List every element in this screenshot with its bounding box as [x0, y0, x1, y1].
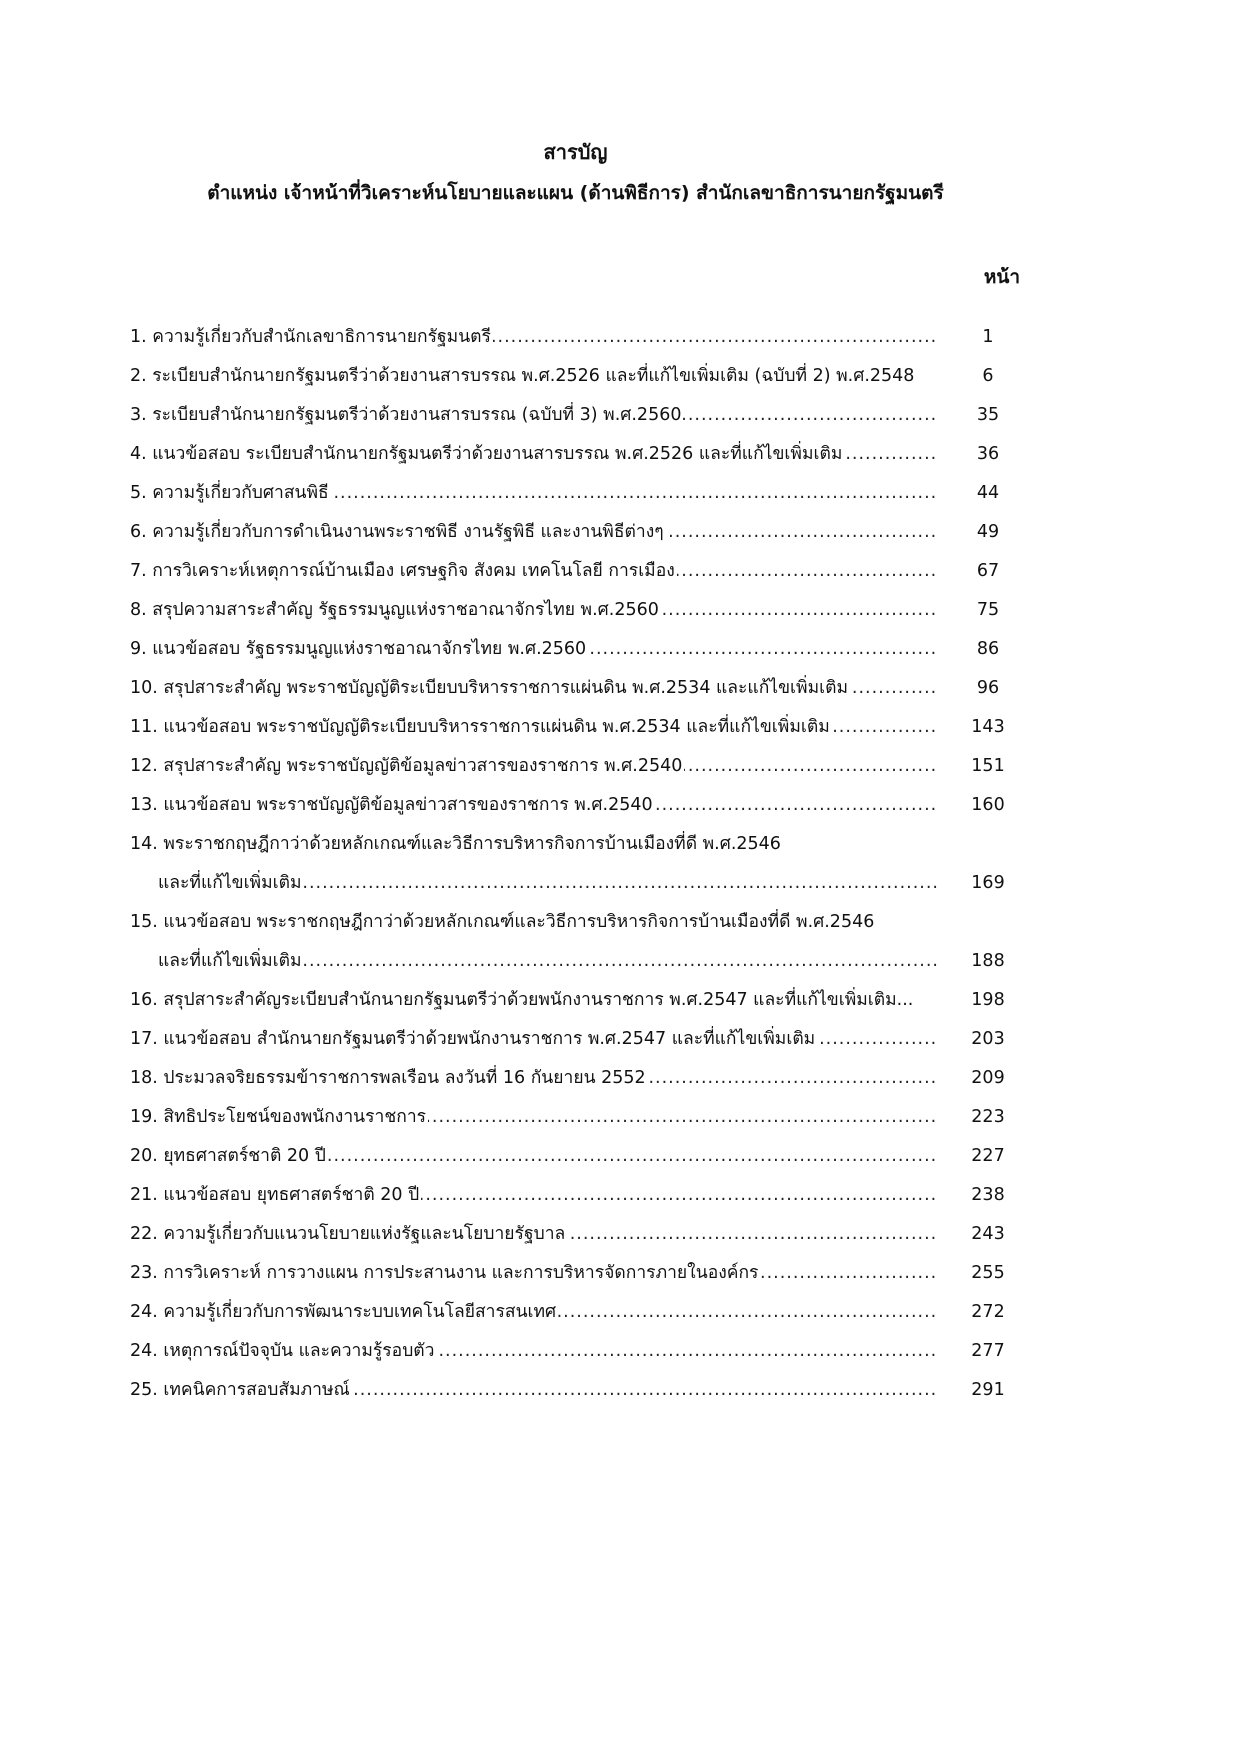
toc-entry-page: 36 [976, 444, 1000, 464]
toc-entry-page: 277 [971, 1341, 1005, 1361]
toc-entry-label-continued: และที่แก้ไขเพิ่มเติม [158, 873, 302, 893]
toc-entry [130, 1059, 1030, 1098]
toc-entry-page: 243 [971, 1224, 1005, 1244]
toc-entry-label: 9. แนวข้อสอบ รัฐธรรมนูญแห่งราชอาณาจักรไทย พ.ศ.2560 [130, 639, 587, 659]
toc-entry [130, 981, 1030, 1020]
toc-entry-continuation [130, 942, 1030, 981]
toc-entry [130, 474, 1030, 513]
toc-entry-label: 7. การวิเคราะห์เหตุการณ์บ้านเมือง เศรษฐกิจ สังคม เทคโนโลยี การเมือง [130, 561, 675, 581]
toc-entry-page: 6 [982, 366, 994, 386]
toc-entry-page: 86 [976, 639, 1000, 659]
toc-entry [130, 1020, 1030, 1059]
toc-entry [130, 1293, 1030, 1332]
toc-entry-label: 16. สรุปสาระสำคัญระเบียบสำนักนายกรัฐมนตรีว่าด้วยพนักงานราชการ พ.ศ.2547 และที่แก้ไขเพิ่มเติม... [130, 990, 914, 1010]
page-title: สารบัญ [543, 140, 608, 164]
toc-entry [130, 825, 1030, 864]
toc-entry-continuation [130, 864, 1030, 903]
toc-entry [130, 1137, 1030, 1176]
toc-entry [130, 435, 1030, 474]
toc-entry-label: 25. เทคนิคการสอบสัมภาษณ์ [130, 1380, 350, 1400]
toc-entry [130, 1332, 1030, 1371]
toc-entry-label: 5. ความรู้เกี่ยวกับศาสนพิธี [130, 483, 329, 503]
toc-entry-page: 272 [971, 1302, 1005, 1322]
toc-entry-label: 14. พระราชกฤษฎีกาว่าด้วยหลักเกณฑ์และวิธีการบริหารกิจการบ้านเมืองที่ดี พ.ศ.2546 [130, 834, 781, 854]
toc-entry [130, 903, 1030, 942]
toc-entry-label: 17. แนวข้อสอบ สำนักนายกรัฐมนตรีว่าด้วยพนักงานราชการ พ.ศ.2547 และที่แก้ไขเพิ่มเติม [130, 1029, 816, 1049]
toc-entry-page: 67 [976, 561, 1000, 581]
page-column-header: หน้า [983, 266, 1020, 288]
toc-entry [130, 1098, 1030, 1137]
toc-entry-label: 8. สรุปความสาระสำคัญ รัฐธรรมนูญแห่งราชอาณาจักรไทย พ.ศ.2560 [130, 600, 659, 620]
toc-entry [130, 591, 1030, 630]
toc-entry [130, 318, 1030, 357]
toc-entry-page: 143 [971, 717, 1005, 737]
toc-entry [130, 1215, 1030, 1254]
toc-entry-label: 1. ความรู้เกี่ยวกับสำนักเลขาธิการนายกรัฐมนตรี [130, 327, 491, 347]
toc-entry-page: 188 [971, 951, 1005, 971]
toc-entry [130, 747, 1030, 786]
toc-entry-label: 6. ความรู้เกี่ยวกับการดำเนินงานพระราชพิธี งานรัฐพิธี และงานพิธีต่างๆ [130, 522, 664, 542]
toc-entry-label: 19. สิทธิประโยชน์ของพนักงานราชการ [130, 1107, 427, 1127]
toc-entry-label-continued: และที่แก้ไขเพิ่มเติม [158, 951, 302, 971]
toc-entry-label: 21. แนวข้อสอบ ยุทธศาสตร์ชาติ 20 ปี [130, 1185, 420, 1205]
toc-entry-label: 10. สรุปสาระสำคัญ พระราชบัญญัติระเบียบบริหารราชการแผ่นดิน พ.ศ.2534 และแก้ไขเพิ่มเติม [130, 678, 848, 698]
toc-entry-page: 238 [971, 1185, 1005, 1205]
toc-entry-page: 227 [971, 1146, 1005, 1166]
toc-entry [130, 630, 1030, 669]
toc-entry [130, 786, 1030, 825]
toc-entry-label: 24. ความรู้เกี่ยวกับการพัฒนาระบบเทคโนโลยีสารสนเทศ [130, 1302, 557, 1322]
toc-entry-label: 18. ประมวลจริยธรรมข้าราชการพลเรือน ลงวันที่ 16 กันยายน 2552 [130, 1068, 646, 1088]
toc-entry-label: 23. การวิเคราะห์ การวางแผน การประสานงาน และการบริหารจัดการภายในองค์กร [130, 1263, 759, 1283]
toc-entry-page: 198 [971, 990, 1005, 1010]
toc-entry-page: 291 [971, 1380, 1005, 1400]
toc-entry-page: 255 [971, 1263, 1005, 1283]
toc-entry-page: 35 [976, 405, 1000, 425]
toc-entry [130, 396, 1030, 435]
toc-entry-label: 12. สรุปสาระสำคัญ พระราชบัญญัติข้อมูลข่าวสารของราชการ พ.ศ.2540 [130, 756, 683, 776]
toc-entry-page: 96 [976, 678, 1000, 698]
toc-entry-page: 44 [976, 483, 1000, 503]
page-subtitle: ตำแหน่ง เจ้าหน้าที่วิเคราะห์นโยบายและแผน (ด้านพิธีการ) สำนักเลขาธิการนายกรัฐมนตรี [207, 182, 944, 204]
toc-entry-page: 75 [976, 600, 1000, 620]
toc-entry-label: 11. แนวข้อสอบ พระราชบัญญัติระเบียบบริหารราชการแผ่นดิน พ.ศ.2534 และที่แก้ไขเพิ่มเติม [130, 717, 830, 737]
toc-entry [130, 1176, 1030, 1215]
toc-entry-label: 24. เหตุการณ์ปัจจุบัน และความรู้รอบตัว [130, 1341, 435, 1361]
toc-entry [130, 708, 1030, 747]
table-of-contents [130, 318, 1030, 1410]
toc-entry-page: 209 [971, 1068, 1005, 1088]
toc-entry-label: 20. ยุทธศาสตร์ชาติ 20 ปี [130, 1146, 326, 1166]
toc-entry-label: 22. ความรู้เกี่ยวกับแนวนโยบายแห่งรัฐและนโยบายรัฐบาล [130, 1224, 566, 1244]
toc-entry [130, 552, 1030, 591]
toc-entry-page: 160 [971, 795, 1005, 815]
toc-entry [130, 669, 1030, 708]
toc-entry-page: 1 [982, 327, 994, 347]
toc-entry-page: 203 [971, 1029, 1005, 1049]
toc-entry-label: 3. ระเบียบสำนักนายกรัฐมนตรีว่าด้วยงานสารบรรณ (ฉบับที่ 3) พ.ศ.2560 [130, 405, 682, 425]
toc-entry-label: 2. ระเบียบสำนักนายกรัฐมนตรีว่าด้วยงานสารบรรณ พ.ศ.2526 และที่แก้ไขเพิ่มเติม (ฉบับที่ 2) พ.ศ.2548 [130, 366, 915, 386]
toc-entry-page: 151 [971, 756, 1005, 776]
toc-entry [130, 1371, 1030, 1410]
toc-entry-label: 13. แนวข้อสอบ พระราชบัญญัติข้อมูลข่าวสารของราชการ พ.ศ.2540 [130, 795, 653, 815]
toc-entry-label: 4. แนวข้อสอบ ระเบียบสำนักนายกรัฐมนตรีว่าด้วยงานสารบรรณ พ.ศ.2526 และที่แก้ไขเพิ่มเติม [130, 444, 843, 464]
toc-entry [130, 513, 1030, 552]
toc-entry-page: 223 [971, 1107, 1005, 1127]
toc-entry-page: 49 [976, 522, 1000, 542]
toc-entry [130, 357, 1030, 396]
toc-entry-page: 169 [971, 873, 1005, 893]
toc-entry [130, 1254, 1030, 1293]
toc-entry-label: 15. แนวข้อสอบ พระราชกฤษฎีกาว่าด้วยหลักเกณฑ์และวิธีการบริหารกิจการบ้านเมืองที่ดี พ.ศ.2546 [130, 912, 875, 932]
